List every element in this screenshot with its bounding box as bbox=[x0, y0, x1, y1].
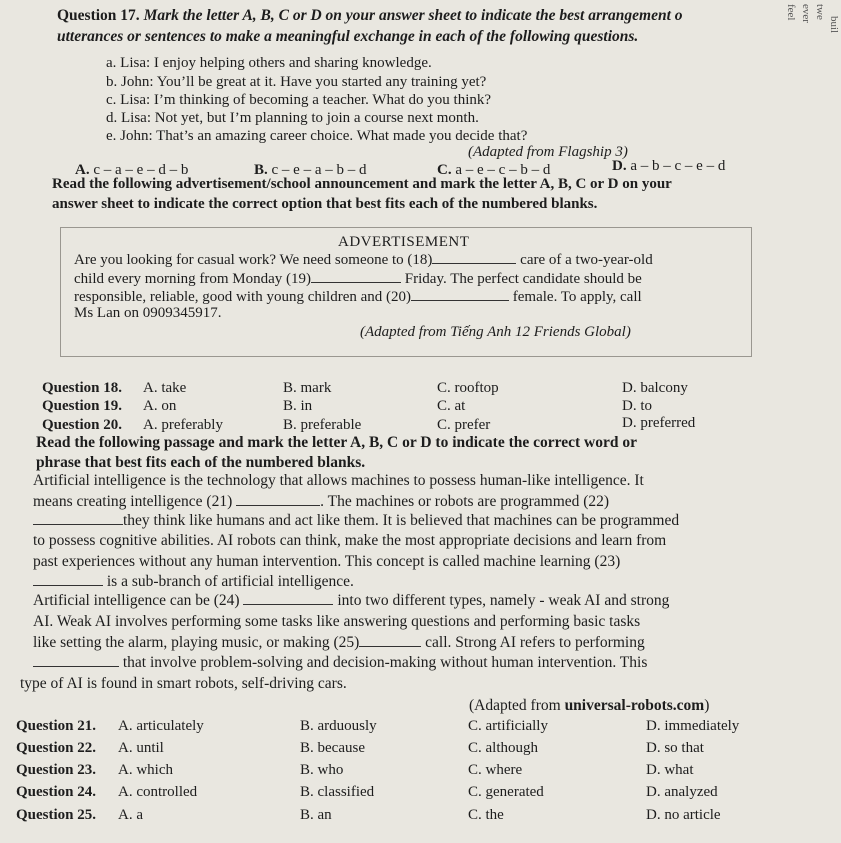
blank-21 bbox=[236, 493, 320, 506]
blank-22 bbox=[33, 512, 123, 525]
ad-title: ADVERTISEMENT bbox=[338, 234, 470, 250]
passage-line-9: like setting the alarm, playing music, or making (25) call. Strong AI refers to performing bbox=[33, 634, 645, 651]
q17-line-d: d. Lisa: Not yet, but I’m planning to join a course next month. bbox=[106, 110, 479, 126]
blank-20 bbox=[411, 288, 509, 301]
q23-option-b[interactable]: B. who bbox=[300, 762, 344, 778]
q17-instruction-cont: utterances or sentences to make a meaningful exchange in each of the following questions. bbox=[57, 28, 639, 45]
q17-line-c: c. Lisa: I’m thinking of becoming a teacher. What do you think? bbox=[106, 92, 492, 108]
passage-line-10: that involve problem-solving and decision-making without human intervention. This bbox=[33, 654, 647, 672]
passage-line-11: type of AI is found in smart robots, self-driving cars. bbox=[20, 675, 347, 692]
q17-source: (Adapted from Flagship 3) bbox=[468, 144, 628, 160]
q17-option-c[interactable]: C. a – e – c – b – d bbox=[437, 162, 551, 178]
q22-option-c[interactable]: C. although bbox=[468, 740, 538, 756]
margin-fragment: feel bbox=[785, 4, 797, 21]
passage-instructions-line2: phrase that best fits each of the numbered blanks. bbox=[36, 454, 366, 471]
blank-26 bbox=[33, 654, 119, 667]
q23-option-a[interactable]: A. which bbox=[118, 762, 173, 778]
q25-option-d[interactable]: D. no article bbox=[646, 807, 721, 823]
q19-option-c[interactable]: C. at bbox=[437, 398, 466, 414]
q17-line-a: a. Lisa: I enjoy helping others and sharing knowledge. bbox=[106, 55, 432, 71]
q18-option-c[interactable]: C. rooftop bbox=[437, 380, 499, 396]
q18-label: Question 18. bbox=[42, 380, 123, 396]
passage-line-1: Artificial intelligence is the technology that allows machines to possess human-like intelligence. It bbox=[33, 472, 644, 489]
q22-option-b[interactable]: B. because bbox=[300, 740, 365, 756]
blank-19 bbox=[311, 270, 401, 283]
q24-option-b[interactable]: B. classified bbox=[300, 784, 375, 800]
q17-option-d[interactable]: D. a – b – c – e – d bbox=[612, 158, 726, 174]
q22-option-d[interactable]: D. so that bbox=[646, 740, 704, 756]
blank-23 bbox=[33, 573, 103, 586]
q20-option-b[interactable]: B. preferable bbox=[283, 417, 362, 433]
blank-24 bbox=[243, 592, 333, 605]
q17-instruction: Mark the letter A, B, C or D on your answer sheet to indicate the best arrangement o bbox=[143, 7, 683, 24]
q18-option-a[interactable]: A. take bbox=[143, 380, 187, 396]
margin-fragment: twe bbox=[814, 4, 826, 20]
ad-instructions-line2: answer sheet to indicate the correct option that best fits each of the numbered blanks. bbox=[52, 196, 598, 212]
q17-heading bbox=[57, 6, 683, 25]
q24-option-d[interactable]: D. analyzed bbox=[646, 784, 718, 800]
q25-option-a[interactable]: A. a bbox=[118, 807, 143, 823]
q21-option-d[interactable]: D. immediately bbox=[646, 718, 740, 734]
q21-option-b[interactable]: B. arduously bbox=[300, 718, 377, 734]
passage-line-6: is a sub-branch of artificial intelligence. bbox=[33, 573, 354, 591]
ad-line-1: Are you looking for casual work? We need someone to (18) care of a two-year-old bbox=[74, 252, 653, 268]
q17-number: Question 17. bbox=[57, 7, 140, 24]
q20-option-a[interactable]: A. preferably bbox=[143, 417, 223, 433]
passage-instructions-line1: Read the following passage and mark the letter A, B, C or D to indicate the correct word or bbox=[36, 434, 637, 451]
margin-fragment: buil bbox=[828, 16, 840, 34]
q21-option-a[interactable]: A. articulately bbox=[118, 718, 204, 734]
passage-line-7: Artificial intelligence can be (24) into two different types, namely - weak AI and strong bbox=[33, 592, 670, 609]
ad-instructions-line1: Read the following advertisement/school announcement and mark the letter A, B, C or D on your bbox=[52, 176, 672, 192]
q21-label: Question 21. bbox=[16, 718, 97, 734]
passage-line-5: past experiences without any human intervention. This concept is called machine learning (23) bbox=[33, 553, 621, 570]
q20-option-d[interactable]: D. preferred bbox=[622, 415, 696, 431]
q19-option-d[interactable]: D. to bbox=[622, 398, 652, 414]
q17-option-a[interactable]: A. c – a – e – d – b bbox=[75, 162, 189, 178]
q22-option-a[interactable]: A. until bbox=[118, 740, 164, 756]
q17-line-e: e. John: That’s an amazing career choice. What made you decide that? bbox=[106, 128, 528, 144]
q24-label: Question 24. bbox=[16, 784, 97, 800]
q18-option-d[interactable]: D. balcony bbox=[622, 380, 688, 396]
blank-18 bbox=[432, 251, 516, 264]
q25-option-b[interactable]: B. an bbox=[300, 807, 332, 823]
q19-option-a[interactable]: A. on bbox=[143, 398, 177, 414]
q23-option-d[interactable]: D. what bbox=[646, 762, 694, 778]
passage-line-3: they think like humans and act like them. It is believed that machines can be programmed bbox=[33, 512, 679, 530]
q23-option-c[interactable]: C. where bbox=[468, 762, 523, 778]
q24-option-a[interactable]: A. controlled bbox=[118, 784, 198, 800]
ad-source: (Adapted from Tiếng Anh 12 Friends Global) bbox=[360, 324, 631, 340]
q18-option-b[interactable]: B. mark bbox=[283, 380, 332, 396]
passage-line-8: AI. Weak AI involves performing some tasks like answering questions and performing basic tasks bbox=[33, 613, 641, 630]
q24-option-c[interactable]: C. generated bbox=[468, 784, 544, 800]
ad-line-2: child every morning from Monday (19) Friday. The perfect candidate should be bbox=[74, 271, 642, 287]
q22-label: Question 22. bbox=[16, 740, 97, 756]
q17-line-b: b. John: You’ll be great at it. Have you started any training yet? bbox=[106, 74, 487, 90]
margin-fragment: ever bbox=[800, 4, 812, 23]
blank-25 bbox=[359, 634, 421, 647]
q21-option-c[interactable]: C. artificially bbox=[468, 718, 548, 734]
q20-label: Question 20. bbox=[42, 417, 123, 433]
passage-line-4: to possess cognitive abilities. AI robots can think, make the most appropriate decisions and learn from bbox=[33, 532, 667, 549]
passage-line-2: means creating intelligence (21) . The machines or robots are programmed (22) bbox=[33, 493, 610, 510]
q20-option-c[interactable]: C. prefer bbox=[437, 417, 491, 433]
q25-label: Question 25. bbox=[16, 807, 97, 823]
q23-label: Question 23. bbox=[16, 762, 97, 778]
passage-source: (Adapted from universal-robots.com) bbox=[469, 697, 710, 714]
q19-option-b[interactable]: B. in bbox=[283, 398, 313, 414]
q17-option-b[interactable]: B. c – e – a – b – d bbox=[254, 162, 367, 178]
q25-option-c[interactable]: C. the bbox=[468, 807, 504, 823]
ad-line-4: Ms Lan on 0909345917. bbox=[74, 305, 222, 321]
q19-label: Question 19. bbox=[42, 398, 123, 414]
ad-line-3: responsible, reliable, good with young children and (20) female. To apply, call bbox=[74, 289, 642, 305]
